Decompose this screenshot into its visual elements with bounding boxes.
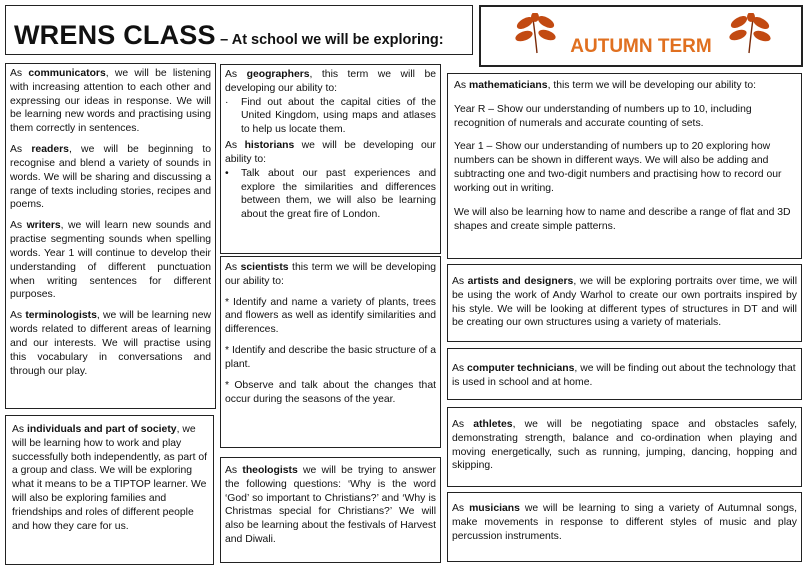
humanities-box — [220, 64, 441, 254]
autumn-leaves-icon — [725, 13, 773, 57]
theologists-paragraph: As theologists we will be trying to answer the following questions: ‘Why is the word ‘God’ so important to Christians?’ and ‘Why is Christmas special for Christians?’ We will also be learning about the festivals of Harvest and Diwali. — [225, 465, 436, 546]
term-box — [479, 5, 803, 67]
title-box — [5, 5, 473, 55]
writers-paragraph: As writers, we will learn new sounds and practise segmenting sounds when spelling words. Year 1 will continue to develop their understanding of different punctuation when writing sentences for different purposes. — [10, 220, 212, 301]
role-label: geographers — [246, 69, 310, 80]
role-label: mathematicians — [469, 80, 548, 91]
theologists-box — [220, 457, 441, 563]
role-label: individuals and part of society — [27, 424, 177, 435]
role-label: writers — [26, 220, 61, 232]
communicators-paragraph: As communicators, we will be listening with increasing attention to each other and expressing our ideas in response. We will be learning new words and practising using them correctly in sentences. — [10, 68, 212, 135]
role-label: terminologists — [25, 310, 97, 322]
historians-bullet-item: • Talk about our past experiences and explore the similarities and differences between them, we will also be learning about the great fire of London. — [225, 167, 436, 221]
role-label: theologists — [242, 465, 298, 476]
individuals-box — [5, 415, 214, 565]
historians-paragraph: As historians we will be developing our ability to: — [225, 140, 436, 165]
role-label: historians — [244, 140, 295, 152]
role-label: artists and designers — [467, 276, 574, 287]
page-title — [14, 20, 444, 51]
artists-paragraph: As artists and designers, we will be exploring portraits over time, we will be using the work of Andy Warhol to create our own portraits inspired by his style. We will be looking at different types of structures in DT and will be creating our own structures using a variety of materials. — [452, 276, 798, 329]
maths-shapes: We will also be learning how to name and describe a range of flat and 3D shapes and create simple patterns. — [454, 206, 791, 232]
readers-paragraph: As readers, we will be beginning to recognise and blend a variety of sounds in words. We will be sharing and discussing a range of texts including stories, recipes and poems. — [10, 144, 212, 211]
term-label: AUTUMN TERM — [570, 36, 712, 57]
page-subtitle: – At school we will be exploring: — [220, 32, 444, 48]
mathematicians-paragraph: As mathematicians, this term we will be developing our ability to: — [454, 80, 757, 91]
athletes-paragraph: As athletes, we will be negotiating space and obstacles safely, demonstrating strength, balance and co-ordination when playing and moving energetically, such as running, jumping, dancing, hopping and skipping. — [452, 419, 797, 472]
geographers-paragraph: As geographers, this term we will be developing our ability to: — [225, 69, 437, 94]
scientists-point: * Observe and talk about the changes that occur during the seasons of the year. — [225, 379, 436, 405]
computer-paragraph: As computer technicians, we will be finding out about the technology that is used in school and at home. — [452, 363, 796, 388]
maths-year-1: Year 1 – Show our understanding of numbers up to 20 exploring how numbers can be shown in different ways. We will also be adding and subtracting one and two-digit numbers and practising how to record our working out in writing. — [454, 141, 782, 194]
athletes-box — [447, 407, 802, 487]
role-label: musicians — [469, 503, 520, 514]
role-label: communicators — [28, 68, 106, 79]
literacy-box — [5, 63, 216, 409]
maths-year-r: Year R – Show our understanding of numbers up to 10, including recognition of numerals and accurate counting of sets. — [454, 103, 752, 129]
role-label: computer technicians — [467, 363, 575, 374]
terminologists-paragraph: As terminologists, we will be learning new words related to different areas of learning and our interests. We will practise using this vocabulary in conversations and through our play. — [10, 310, 212, 377]
role-label: readers — [31, 144, 69, 156]
musicians-paragraph: As musicians we will be learning to sing a variety of Autumnal songs, make movements in response to different styles of music and play percussion instruments. — [452, 503, 797, 542]
role-label: athletes — [473, 419, 513, 430]
mathematicians-box — [447, 73, 802, 259]
role-label: scientists — [240, 262, 289, 273]
class-name: WRENS CLASS — [14, 20, 216, 50]
computer-box — [447, 348, 802, 400]
scientists-point: * Identify and describe the basic structure of a plant. — [225, 345, 436, 370]
scientists-point: * Identify and name a variety of plants, trees and flowers as well as identify similarities and differences. — [225, 296, 436, 336]
artists-box — [447, 264, 802, 342]
scientists-box — [220, 256, 441, 448]
geographers-bullet-item: · Find out about the capital cities of the United Kingdom, using maps and atlases to help us locate them. — [225, 96, 436, 136]
individuals-paragraph: As individuals and part of society, we will be learning how to work and play successfully both independently, as part of a group and class. We will be exploring what it means to be a TIPTOP learner. We will also be exploring families and friendships and roles of different people and how they care for us. — [12, 424, 208, 532]
scientists-paragraph: As scientists this term we will be developing our ability to: — [225, 262, 436, 287]
musicians-box — [447, 492, 802, 562]
